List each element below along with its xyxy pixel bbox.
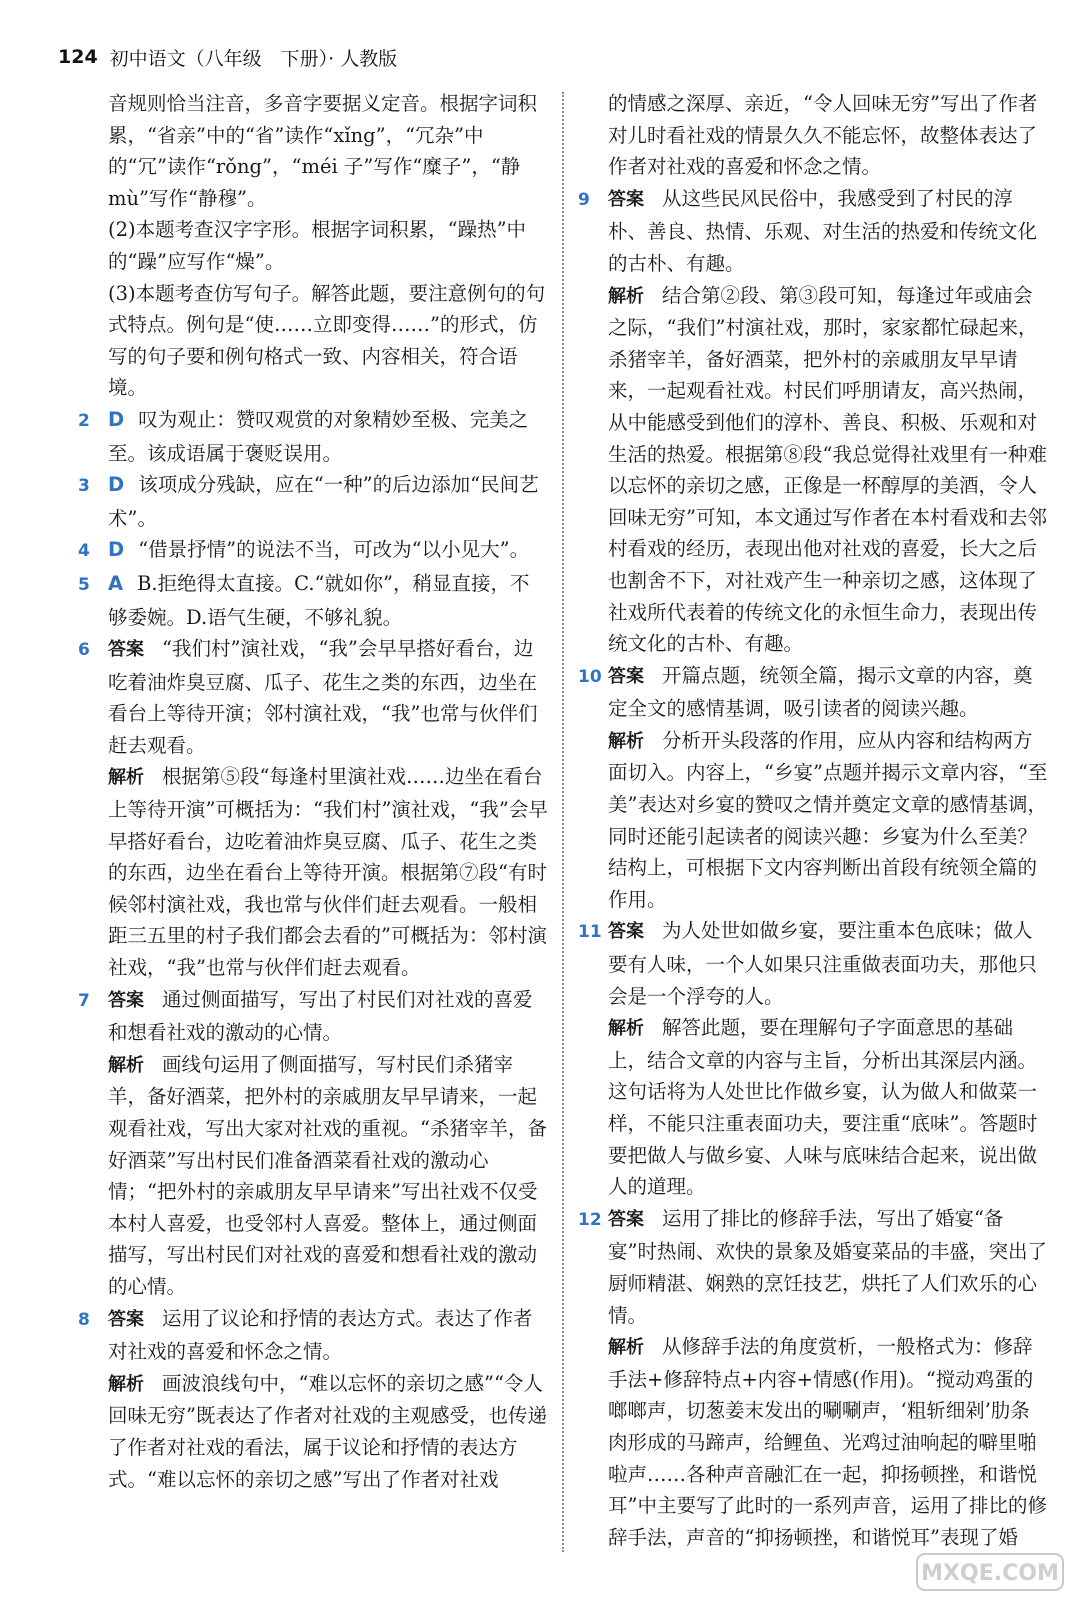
answer-paragraph xyxy=(78,1303,548,1368)
analysis-label: 解析 xyxy=(608,1018,644,1040)
right-column xyxy=(578,88,1048,1553)
answer-paragraph xyxy=(78,633,548,761)
column-divider xyxy=(562,92,564,1552)
answer-label: 答案 xyxy=(608,1208,644,1230)
question-number: 5 xyxy=(78,574,90,595)
paragraph-text: (2)本题考查汉字字形。根据字词积累，“躁热”中的“躁”应写作“燥”。 xyxy=(108,218,527,273)
paragraph-text: 根据第⑤段“每逢村里演社戏……边坐在看台上等待开演”可概括为：“我们村”演社戏，“我”会早早搭好看台，边吃着油炸臭豆腐、瓜子、花生之类的东西，边坐在看台上等待开演。根据第⑦段“有时候邻村演社戏，我也常与伙伴们赶去观看。一般相距三五里的村子我们都会去看的”可概括为：邻村演社戏，“我”也常与伙伴们赶去观看。 xyxy=(108,765,548,980)
question-number: 6 xyxy=(78,640,90,661)
answer-paragraph xyxy=(78,1049,548,1303)
answer-letter: D xyxy=(108,473,125,497)
paragraph-text: 的情感之深厚、亲近，“令人回味无穷”写出了作者对儿时看社戏的情景久久不能忘怀，故整体表达了作者对社戏的喜爱和怀念之情。 xyxy=(608,92,1038,179)
analysis-label: 解析 xyxy=(608,730,644,752)
analysis-label: 解析 xyxy=(608,1337,644,1359)
answer-paragraph xyxy=(578,280,1048,660)
watermark xyxy=(915,1550,1065,1594)
answer-paragraph xyxy=(78,534,548,568)
answer-paragraph xyxy=(78,88,548,214)
question-number: 2 xyxy=(78,410,90,431)
paragraph-text: “我们村”演社戏，“我”会早早搭好看台，边吃着油炸臭豆腐、瓜子、花生之类的东西，边坐在看台上等待开演；邻村演社戏，“我”也常与伙伴们赶去观看。 xyxy=(108,637,538,757)
paragraph-text: 画线句运用了侧面描写，写村民们杀猪宰羊，备好酒菜，把外村的亲戚朋友早早请来，一起观看社戏，写出大家对社戏的重视。“杀猪宰羊，备好酒菜”写出村民们准备酒菜看社戏的激动心情；“把外村的亲戚朋友早早请来”写出社戏不仅受本村人喜爱，也受邻村人喜爱。整体上，通过侧面描写，写出村民们对社戏的喜爱和想看社戏的激动的心情。 xyxy=(108,1052,547,1298)
answer-paragraph xyxy=(78,469,548,534)
left-column xyxy=(78,88,548,1495)
paragraph-text: 画波浪线句中，“难以忘怀的亲切之感”“令人回味无穷”既表达了作者对社戏的主观感受，也传递了作者对社戏的看法，属于议论和抒情的表达方式。“难以忘怀的亲切之感”写出了作者对社戏 xyxy=(108,1371,547,1491)
paragraph-text: “借景抒情”的说法不当，可改为“以小见大”。 xyxy=(138,538,530,562)
answer-paragraph xyxy=(78,568,548,633)
answer-paragraph xyxy=(578,915,1048,1012)
answer-paragraph xyxy=(78,404,548,469)
question-number: 9 xyxy=(578,189,590,210)
book-title: 初中语文（八年级 下册）· 人教版 xyxy=(109,47,398,70)
paragraph-text: B.拒绝得太直接。C.“就如你”，稍显直接，不够委婉。D.语气生硬，不够礼貌。 xyxy=(108,571,530,629)
paragraph-text: 从这些民风民俗中，我感受到了村民的淳朴、善良、热情、乐观、对生活的热爱和传统文化的古朴、有趣。 xyxy=(608,186,1038,275)
answer-paragraph xyxy=(578,88,1048,183)
paragraph-text: 解答此题，要在理解句子字面意思的基础上，结合文章的内容与主旨，分析出其深层内涵。这句话将为人处世比作做乡宴，认为做人和做菜一样，不能只注重表面功夫，要注重“底味”。答题时要把做人与做乡宴、人味与底味结合起来，说出做人的道理。 xyxy=(608,1016,1038,1199)
answer-label: 答案 xyxy=(608,665,644,687)
paragraph-text: 音规则恰当注音，多音字要据义定音。根据字词积累，“省亲”中的“省”读作“xǐng”，“冗杂”中的“冗”读作“rǒng”，“méi 子”写作“糜子”，“静 mù”写作“静穆”。 xyxy=(108,92,538,210)
answer-paragraph xyxy=(578,1012,1048,1203)
page-number: 124 xyxy=(58,46,98,68)
answer-paragraph xyxy=(78,1368,548,1495)
question-number: 10 xyxy=(578,666,602,687)
question-number: 7 xyxy=(78,990,90,1011)
paragraph-text: 运用了排比的修辞手法，写出了婚宴“备宴”时热闹、欢快的景象及婚宴菜品的丰盛，突出了厨师精湛、娴熟的烹饪技艺，烘托了人们欢乐的心情。 xyxy=(608,1206,1047,1327)
paragraph-text: 通过侧面描写，写出了村民们对社戏的喜爱和想看社戏的激动的心情。 xyxy=(108,987,533,1045)
paragraph-text: 该项成分残缺，应在“一种”的后边添加“民间艺术”。 xyxy=(108,473,539,530)
answer-paragraph xyxy=(78,984,548,1049)
paragraph-text: 为人处世如做乡宴，要注重本色底味；做人要有人味，一个人如果只注重做表面功夫，那他只会是一个浮夸的人。 xyxy=(608,919,1038,1008)
answer-paragraph xyxy=(578,1331,1048,1553)
paragraph-text: 叹为观止：赞叹观赏的对象精妙至极、完美之至。该成语属于褒贬误用。 xyxy=(108,407,529,465)
answer-letter: A xyxy=(108,571,124,595)
question-number: 8 xyxy=(78,1309,90,1330)
answer-paragraph xyxy=(578,660,1048,725)
analysis-label: 解析 xyxy=(608,285,644,307)
answer-paragraph xyxy=(78,278,548,404)
answer-letter: D xyxy=(108,407,125,431)
question-number: 3 xyxy=(78,476,90,497)
answer-letter: D xyxy=(108,538,125,562)
answer-paragraph xyxy=(578,1203,1048,1331)
question-number: 11 xyxy=(578,922,602,943)
answer-paragraph xyxy=(78,761,548,983)
watermark-logo-icon xyxy=(915,1550,1065,1594)
analysis-label: 解析 xyxy=(108,1054,144,1076)
paragraph-text: 开篇点题，统领全篇，揭示文章的内容，奠定全文的感情基调，吸引读者的阅读兴趣。 xyxy=(608,663,1033,721)
answer-paragraph xyxy=(578,183,1048,280)
analysis-label: 解析 xyxy=(108,767,144,789)
analysis-label: 解析 xyxy=(108,1373,144,1395)
paragraph-text: 运用了议论和抒情的表达方式。表达了作者对社戏的喜爱和怀念之情。 xyxy=(108,1306,533,1364)
answer-label: 答案 xyxy=(108,639,144,661)
answer-label: 答案 xyxy=(108,989,144,1011)
paragraph-text: 从修辞手法的角度赏析，一般格式为：修辞手法+修辞特点+内容+情感(作用)。“搅动鸡蛋的啷啷声，切葱姜末发出的唰唰声，‘粗斩细剁’肋条肉形成的马蹄声，给鲤鱼、光鸡过油响起的噼里啪啦声……各种声音融汇在一起，抑扬顿挫，和谐悦耳”中主要写了此时的一系列声音，运用了排比的修辞手法，声音的“抑扬顿挫，和谐悦耳”表现了婚 xyxy=(608,1335,1047,1549)
paragraph-text: 分析开头段落的作用，应从内容和结构两方面切入。内容上，“乡宴”点题并揭示文章内容，“至美”表达对乡宴的赞叹之情并奠定文章的感情基调，同时还能引起读者的阅读兴趣：乡宴为什么至美？结构上，可根据下文内容判断出首段有统领全篇的作用。 xyxy=(608,728,1048,911)
paragraph-text: (3)本题考查仿写句子。解答此题，要注意例句的句式特点。例句是“使……立即变得……”的形式，仿写的句子要和例句格式一致、内容相关，符合语境。 xyxy=(108,281,546,400)
answer-paragraph xyxy=(78,214,548,277)
answer-label: 答案 xyxy=(108,1308,144,1330)
page-header xyxy=(58,42,397,72)
svg-text:MXQE.COM: MXQE.COM xyxy=(921,1561,1059,1586)
answer-paragraph xyxy=(578,725,1048,916)
question-number: 12 xyxy=(578,1209,602,1230)
question-number: 4 xyxy=(78,541,90,562)
answer-label: 答案 xyxy=(608,188,644,210)
answer-label: 答案 xyxy=(608,921,644,943)
paragraph-text: 结合第②段、第③段可知，每逢过年或庙会之际，“我们”村演社戏，那时，家家都忙碌起来，杀猪宰羊，备好酒菜，把外村的亲戚朋友早早请来，一起观看社戏。村民们呼朋请友，高兴热闹，从中能感受到他们的淳朴、善良、积极、乐观和对生活的热爱。根据第⑧段“我总觉得社戏里有一种难以忘怀的亲切之感，正像是一杯醇厚的美酒，令人回味无穷”可知，本文通过写作者在本村看戏和去邻村看戏的经历，表现出他对社戏的喜爱，长大之后也割舍不下，对社戏产生一种亲切之感，这体现了社戏所代表着的传统文化的永恒生命力，表现出传统文化的古朴、有趣。 xyxy=(608,283,1047,656)
